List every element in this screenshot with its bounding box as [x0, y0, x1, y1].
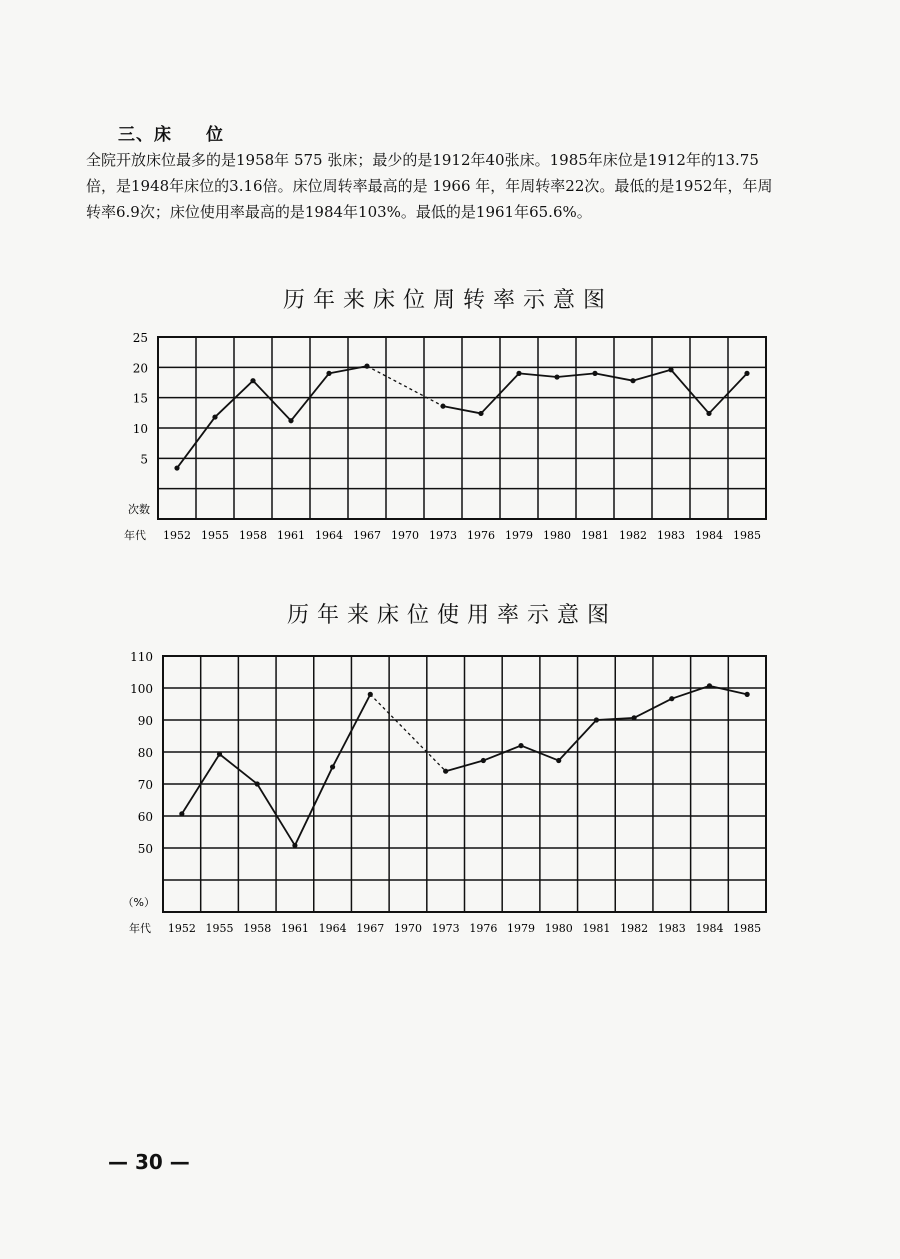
chart1-data-point: [592, 371, 597, 376]
chart2-series-segment: [559, 720, 597, 761]
chart2-data-point: [255, 781, 260, 786]
chart2-series-segment: [333, 694, 371, 767]
chart2-x-tick-label: 1984: [695, 922, 724, 935]
chart2-plot-frame: [163, 656, 766, 912]
chart2-y-tick-label: 60: [137, 810, 153, 824]
chart1-data-point: [516, 371, 521, 376]
chart2-x-tick-label: 1970: [393, 922, 422, 935]
chart2-series-segment: [483, 746, 521, 761]
chart2-x-tick-label: 1955: [205, 922, 234, 935]
chart1-x-tick-label: 1982: [619, 529, 647, 542]
chart1-y-tick-label: 20: [132, 361, 148, 376]
chart1-x-tick-label: 1955: [201, 529, 229, 542]
chart1-x-tick-label: 1973: [429, 529, 457, 542]
chart2-series-segment: [220, 754, 258, 784]
chart1-data-point: [212, 414, 217, 419]
chart1-x-tick-label: 1961: [277, 529, 305, 542]
chart1-plot-frame: [158, 337, 766, 519]
chart1-x-tick-label: 1984: [695, 529, 723, 542]
usage-chart-title: 历年来床位使用率示意图: [287, 603, 618, 628]
chart2-y-tick-label: 80: [137, 746, 153, 760]
chart1-x-tick-label: 1970: [391, 529, 419, 542]
section-heading: 三、床 位: [118, 125, 224, 145]
chart2-data-point: [556, 758, 561, 763]
chart1-y-tick-label: 15: [132, 391, 148, 406]
chart1-series-segment: [633, 370, 671, 381]
chart2-y-tick-label: 70: [137, 778, 153, 792]
chart2-x-tick-label: 1976: [469, 922, 498, 935]
chart1-y-tick-label: 10: [132, 422, 148, 436]
chart2-x-tick-label: 1981: [582, 922, 611, 935]
chart2-x-tick-label: 1961: [280, 922, 309, 935]
chart1-x-tick-label: 1985: [733, 529, 761, 542]
chart2-data-point: [292, 843, 297, 848]
chart2-data-point: [443, 769, 448, 774]
chart2-data-point: [179, 811, 184, 816]
chart2-x-axis-label: 年代: [129, 922, 151, 935]
chart2-y-axis-label: （%）: [122, 896, 155, 909]
chart2-x-tick-label: 1983: [657, 922, 686, 935]
chart1-data-point: [326, 371, 331, 376]
chart2-series-segment: [634, 699, 672, 718]
chart2-data-point: [217, 752, 222, 757]
chart2-y-tick-label: 110: [130, 650, 153, 664]
chart2-data-point: [481, 758, 486, 763]
chart2-data-point: [594, 717, 599, 722]
chart1-x-axis-label: 年代: [124, 529, 146, 542]
chart1-x-tick-label: 1981: [581, 529, 609, 542]
chart2-x-tick-label: 1952: [167, 922, 196, 935]
chart1-x-tick-label: 1980: [543, 529, 571, 542]
chart1-series-dashed-segment: [367, 366, 443, 406]
chart2-series-segment: [257, 784, 295, 845]
chart1-series-segment: [291, 373, 329, 420]
chart1-series-segment: [595, 373, 633, 380]
chart2-x-tick-label: 1979: [507, 922, 536, 935]
chart1-x-tick-label: 1979: [505, 529, 533, 542]
body-paragraph: 全院开放床位最多的是1958年 575 张床；最少的是1912年40张床。1985年床位是1912年的13.75倍，是1948年床位的3.16倍。床位周转率最高的是 1966 年，年周转率22次。最低的是1952年，年周转率6.9次；床位使用率最高的是1984年103%。最低的是1961年65.6%。: [86, 151, 773, 221]
page-number: — 30 —: [108, 1150, 190, 1174]
chart1-data-point: [630, 378, 635, 383]
chart1-series-segment: [443, 406, 481, 413]
chart1-data-point: [364, 364, 369, 369]
chart1-data-point: [440, 404, 445, 409]
chart2-data-point: [707, 683, 712, 688]
chart2-data-point: [745, 692, 750, 697]
chart1-series-segment: [177, 417, 215, 468]
chart1-x-tick-label: 1952: [163, 529, 191, 542]
chart2-y-tick-label: 100: [130, 682, 153, 696]
chart1-data-point: [744, 371, 749, 376]
chart2-data-point: [669, 696, 674, 701]
chart1-series-segment: [557, 373, 595, 377]
chart1-series-segment: [215, 381, 253, 417]
chart2-x-tick-label: 1980: [544, 922, 573, 935]
chart2-data-point: [518, 743, 523, 748]
chart1-data-point: [554, 374, 559, 379]
chart1-y-tick-label: 25: [132, 331, 148, 345]
chart2-series-dashed-segment: [370, 694, 445, 771]
turnover-chart-title: 历年来床位周转率示意图: [283, 288, 614, 313]
chart2-series-segment: [672, 686, 710, 699]
chart1-data-point: [250, 378, 255, 383]
chart2-series-segment: [709, 686, 747, 695]
chart1-series-segment: [481, 373, 519, 413]
chart2-series-segment: [596, 718, 634, 720]
chart1-x-tick-label: 1983: [657, 529, 685, 542]
chart1-series-segment: [671, 370, 709, 414]
chart2-series-segment: [182, 754, 220, 814]
chart1-data-point: [668, 367, 673, 372]
chart1-y-axis-label: 次数: [128, 503, 150, 516]
chart2-x-tick-label: 1973: [431, 922, 460, 935]
chart2-x-tick-label: 1958: [243, 922, 272, 935]
chart2-x-tick-label: 1967: [356, 922, 385, 935]
chart1-x-tick-label: 1976: [467, 529, 495, 542]
chart1-data-point: [174, 465, 179, 470]
chart1-x-tick-label: 1964: [315, 529, 343, 542]
chart1-series-segment: [329, 366, 367, 373]
chart2-y-tick-label: 50: [137, 842, 153, 856]
chart1-x-tick-label: 1967: [353, 529, 381, 542]
chart2-series-segment: [521, 746, 559, 761]
chart2-series-segment: [295, 767, 333, 846]
chart2-data-point: [631, 715, 636, 720]
chart2-y-tick-label: 90: [137, 714, 153, 728]
chart1-series-segment: [253, 381, 291, 421]
chart2-x-tick-label: 1964: [318, 922, 347, 935]
chart1-x-tick-label: 1958: [239, 529, 267, 542]
chart2-x-tick-label: 1985: [733, 922, 762, 935]
chart1-series-segment: [519, 373, 557, 377]
chart2-data-point: [330, 764, 335, 769]
chart1-y-tick-label: 5: [140, 452, 148, 467]
chart2-data-point: [368, 692, 373, 697]
chart1-data-point: [706, 411, 711, 416]
chart2-series-segment: [446, 761, 484, 772]
chart1-data-point: [478, 411, 483, 416]
chart2-x-tick-label: 1982: [620, 922, 649, 935]
chart1-data-point: [288, 418, 293, 423]
chart1-series-segment: [709, 373, 747, 413]
